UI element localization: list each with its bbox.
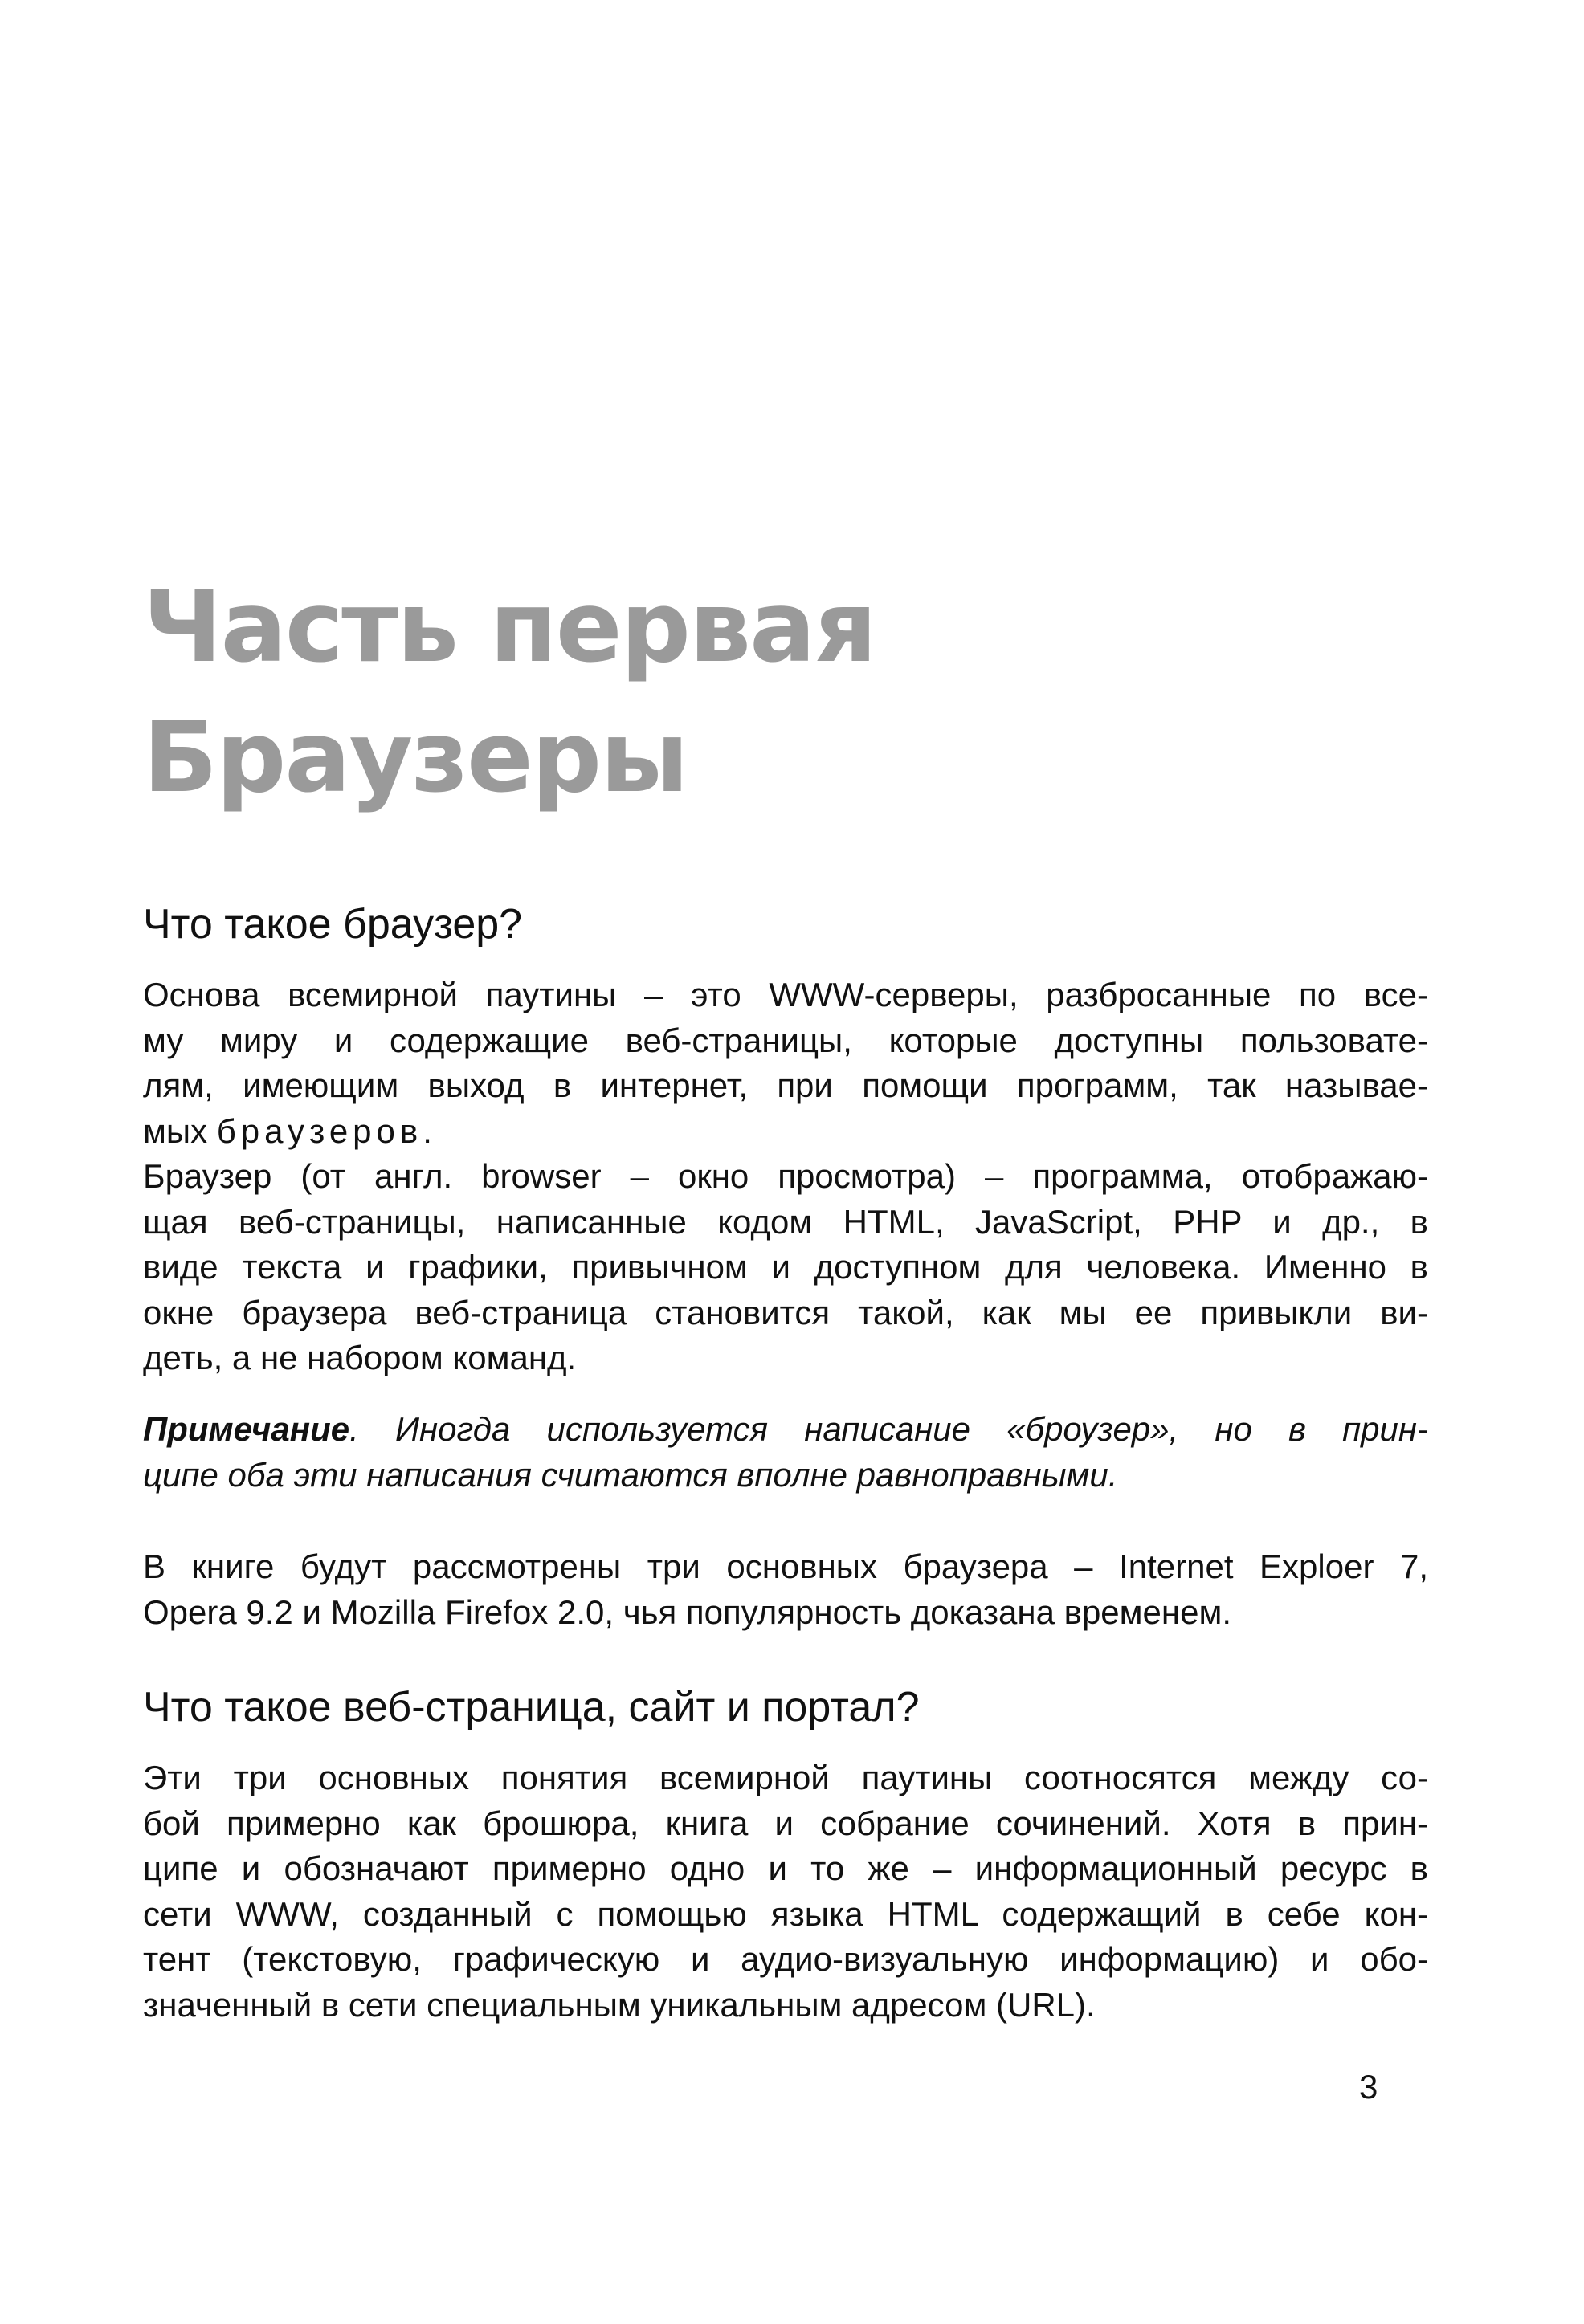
section-2-heading-block bbox=[143, 1682, 1428, 1732]
term-browsers: браузеров. bbox=[216, 1111, 437, 1150]
part-title-line-1: Часть первая bbox=[143, 570, 876, 684]
text-line: щая веб-страницы, написанные кодом HTML, JavaScript, PHP и др., в bbox=[143, 1202, 1428, 1241]
text-line: Основа всемирной паутины – это WWW-серверы, разбросанные по все- bbox=[143, 976, 1428, 1013]
text-line: значенный в сети специальным уникальным адресом (URL). bbox=[143, 1985, 1096, 2024]
page-number: 3 bbox=[1359, 2068, 1378, 2106]
section-2-heading: Что такое веб-страница, сайт и портал? bbox=[143, 1684, 920, 1731]
note-block bbox=[143, 1407, 1428, 1498]
browsers-list-block bbox=[143, 1544, 1428, 1635]
section-1-body bbox=[143, 972, 1428, 1381]
section-1-heading-block bbox=[143, 899, 1428, 949]
text-line: тент (текстовую, графическую и аудио-визуальную информацию) и обо- bbox=[143, 1940, 1428, 1978]
section-2-body bbox=[143, 1755, 1428, 2028]
text-line: виде текста и графики, привычном и доступном для человека. Именно в bbox=[143, 1248, 1428, 1286]
text-fragment: . Иногда используется написание «броузер», но в прин- bbox=[349, 1410, 1428, 1448]
section-1-heading: Что такое браузер? bbox=[143, 901, 523, 948]
part-title bbox=[143, 562, 1428, 822]
text-line: му миру и содержащие веб-страницы, которые доступны пользовате- bbox=[143, 1021, 1428, 1059]
text-line: сети WWW, созданный с помощью языка HTML содержащий в себе кон- bbox=[143, 1894, 1428, 1933]
text-line: деть, а не набором команд. bbox=[143, 1339, 577, 1376]
text-line: лям, имеющим выход в интернет, при помощи программ, так называе- bbox=[143, 1066, 1428, 1104]
text-line: бой примерно как брошюра, книга и собрание сочинений. Хотя в прин- bbox=[143, 1804, 1428, 1842]
text-line: В книге будут рассмотрены три основных браузера – Internet Exploer 7, bbox=[143, 1547, 1428, 1585]
text-line: Браузер (от англ. browser – окно просмотра) – программа, отображаю- bbox=[143, 1157, 1428, 1195]
paragraph-browser-definition bbox=[143, 1154, 1428, 1381]
text-line bbox=[143, 1407, 1428, 1453]
text-line: ципе оба эти написания считаются вполне равноправными. bbox=[143, 1455, 1118, 1494]
text-fragment: мых bbox=[143, 1111, 217, 1150]
text-line: окне браузера веб-страница становится такой, как мы ее привыкли ви- bbox=[143, 1293, 1428, 1331]
text-line: ципе и обозначают примерно одно и то же – информационный ресурс в bbox=[143, 1849, 1428, 1887]
note-label: Примечание bbox=[143, 1410, 350, 1448]
note-paragraph bbox=[143, 1407, 1428, 1498]
text-line bbox=[143, 1109, 1428, 1155]
text-line: Эти три основных понятия всемирной паутины соотносятся между со- bbox=[143, 1759, 1428, 1796]
paragraph-three-browsers bbox=[143, 1544, 1428, 1635]
part-title-line-2: Браузеры bbox=[143, 700, 688, 814]
paragraph-page-site-portal bbox=[143, 1755, 1428, 2028]
paragraph-www-servers bbox=[143, 972, 1428, 1154]
text-line: Opera 9.2 и Mozilla Firefox 2.0, чья популярность доказана временем. bbox=[143, 1592, 1231, 1631]
